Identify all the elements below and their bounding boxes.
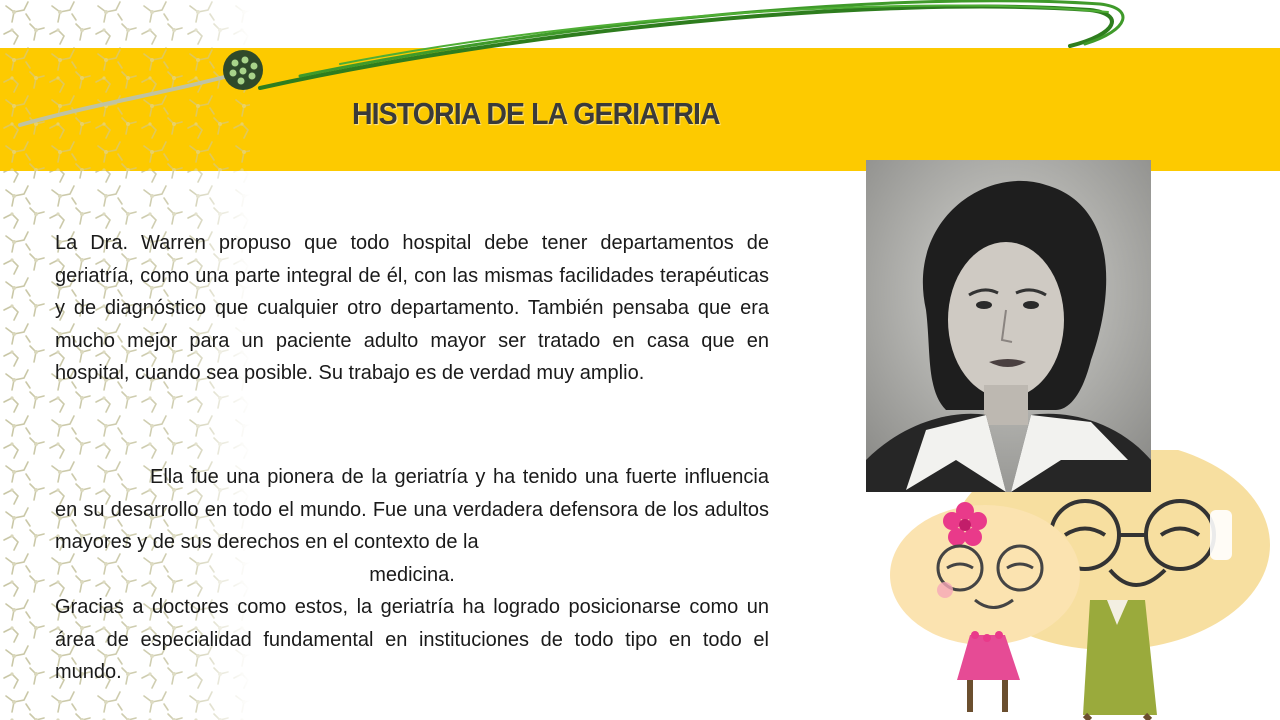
portrait-photo-graphic bbox=[866, 160, 1151, 492]
slide-title: HISTORIA DE LA GERIATRIA bbox=[352, 96, 720, 131]
paragraph-conclusion: Gracias a doctores como estos, la geriatría ha logrado posicionarse como un área de especialidad fundamental en instituciones de todo tipo en todo el mundo. bbox=[55, 596, 769, 683]
dotted-ball-icon bbox=[223, 50, 263, 90]
paragraph-pioneer: Ella fue una pionera de la geriatría y ha tenido una fuerte influencia en su desarrollo en todo el mundo. Fue una verdadera defensora de los adultos mayores y de sus derechos en el contexto de la bbox=[55, 466, 769, 553]
paragraph-warren-proposal: La Dra. Warren propuso que todo hospital debe tener departamentos de geriatría, como una parte integral de él, con las mismas facilidades terapéuticas y de diagnóstico que cualquier otro departamento. También pensaba que era mucho mejor para un paciente adulto mayor ser tratado en casa que en hospital, cuando sea posible. Su trabajo es de verdad muy amplio. bbox=[55, 232, 769, 384]
portrait-photo bbox=[866, 160, 1151, 492]
green-swoosh-decoration bbox=[0, 0, 1280, 180]
paragraph-pioneer-end: medicina. bbox=[369, 564, 455, 586]
